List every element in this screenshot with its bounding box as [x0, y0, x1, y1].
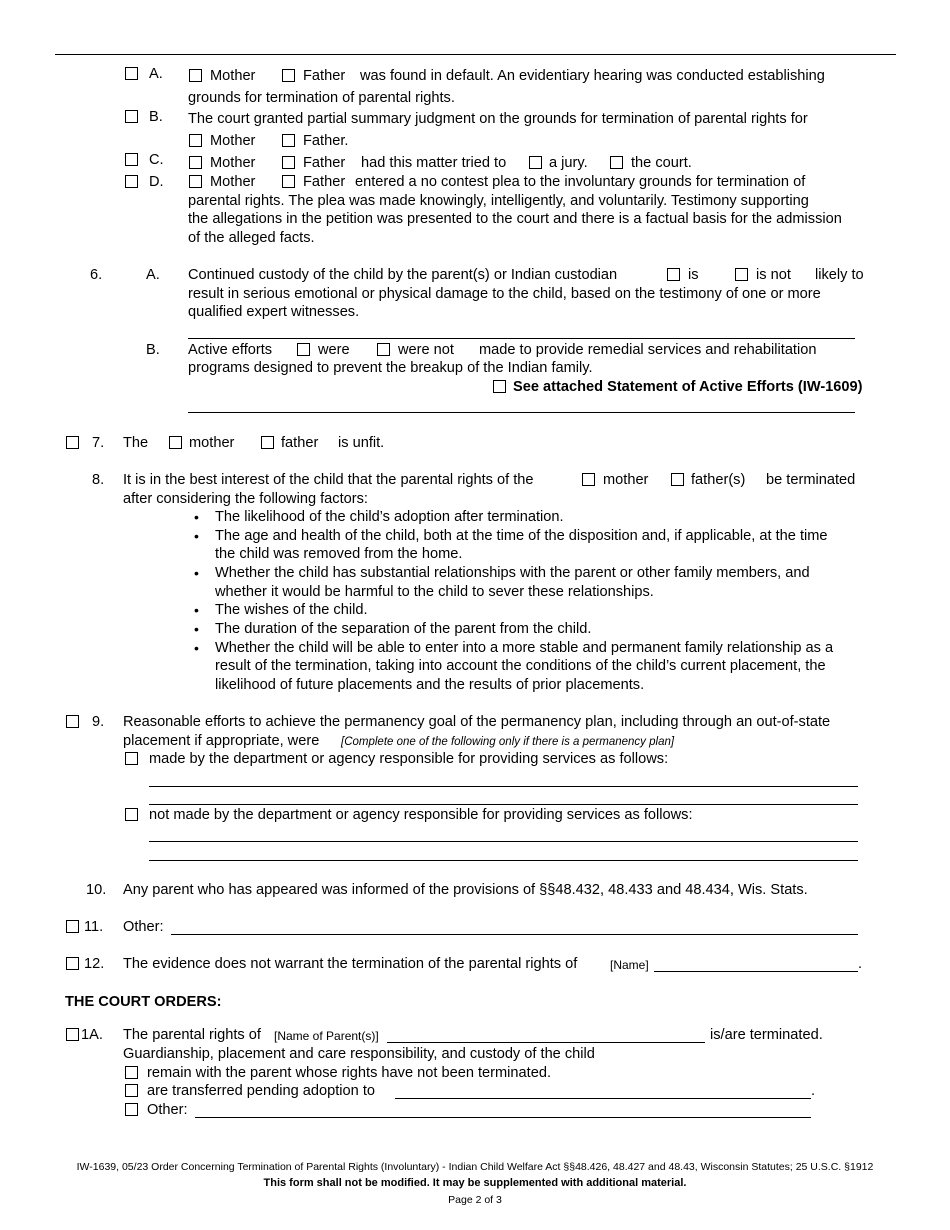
item-11-label: Other: [123, 919, 164, 935]
item-6a-letter: A. [146, 267, 160, 283]
item-8-line1: It is in the best interest of the child that the parental rights of the [123, 472, 534, 488]
checkbox-6b-attached[interactable] [493, 380, 506, 393]
item-9-instruction: [Complete one of the following only if there is a permanency plan] [341, 736, 675, 748]
bullet-3-line1: Whether the child has substantial relationships with the parent or other family members, and [215, 565, 810, 581]
checkbox-a-mother[interactable] [189, 69, 202, 82]
bullet-2-line2: the child was removed from the home. [215, 546, 463, 562]
checkbox-d-mother[interactable] [189, 175, 202, 188]
item-6a-line[interactable] [188, 338, 855, 339]
order-transferred-period: . [811, 1083, 816, 1099]
label-9-made: made by the department or agency responsible for providing services as follows: [149, 751, 669, 767]
checkbox-8-fathers[interactable] [671, 473, 684, 486]
checkbox-6a-is[interactable] [667, 268, 680, 281]
checkbox-order-transferred[interactable] [125, 1084, 138, 1097]
checkbox-c-mother[interactable] [189, 156, 202, 169]
label-c-jury: a jury. [549, 155, 588, 171]
checkbox-7-mother[interactable] [169, 436, 182, 449]
text-a-line2: grounds for termination of parental rights. [188, 90, 455, 106]
label-b-mother: Mother [210, 133, 256, 149]
text-d-line2: parental rights. The plea was made knowingly, intelligently, and voluntarily. Testimony supporting [188, 193, 809, 209]
order-1a-line2: Guardianship, placement and care responsibility, and custody of the child [123, 1046, 595, 1062]
order-other-line[interactable] [195, 1117, 811, 1118]
label-8-fathers: father(s) [691, 472, 746, 488]
letter-c: C. [149, 152, 164, 168]
item-9-line1: Reasonable efforts to achieve the permanency goal of the permanency plan, including through an out-of-state [123, 714, 831, 730]
order-1a-name-line[interactable] [387, 1042, 705, 1043]
item-7-unfit: is unfit. [338, 435, 385, 451]
text-d-line4: of the alleged facts. [188, 230, 315, 246]
checkbox-c-jury[interactable] [529, 156, 542, 169]
item-9-number: 9. [92, 714, 105, 730]
label-6a-is-not: is not [756, 267, 791, 283]
label-6b-were: were [318, 342, 350, 358]
checkbox-default-c[interactable] [125, 153, 138, 166]
bullet-6-line2: result of the termination, taking into account the conditions of the child’s current placement, the [215, 658, 826, 674]
item-11-line[interactable] [171, 934, 858, 935]
orders-heading: THE COURT ORDERS: [65, 994, 222, 1010]
label-order-transferred: are transferred pending adoption to [147, 1083, 375, 1099]
item-9-not-made-line-1[interactable] [149, 841, 858, 842]
label-6b-were-not: were not [398, 342, 454, 358]
label-d-father: Father [303, 174, 346, 190]
item-10-number: 10. [86, 882, 107, 898]
footer-form-info: IW-1639, 05/23 Order Concerning Termination of Parental Rights (Involuntary) - Indian Child Welfare Act §§48.426, 48.427 and 48.43, Wisconsin Statutes; 25 U.S.C. §1912 [76, 1161, 874, 1173]
item-9-not-made-line-2[interactable] [149, 860, 858, 861]
item-9-line2: placement if appropriate, were [123, 733, 320, 749]
order-transferred-line[interactable] [395, 1098, 811, 1099]
item-6a-line1: Continued custody of the child by the parent(s) or Indian custodian [188, 267, 618, 283]
label-b-father: Father. [303, 133, 349, 149]
item-6a-line3: qualified expert witnesses. [188, 304, 360, 320]
label-c-father: Father [303, 155, 346, 171]
checkbox-6a-is-not[interactable] [735, 268, 748, 281]
checkbox-9-not-made[interactable] [125, 808, 138, 821]
text-d-line3: the allegations in the petition was presented to the court and there is a factual basis for the admission [188, 211, 842, 227]
letter-a: A. [149, 66, 163, 82]
bullet-5-dot: • [194, 621, 199, 637]
checkbox-8-mother[interactable] [582, 473, 595, 486]
label-6a-likely: likely to [815, 267, 864, 283]
label-d-mother: Mother [210, 174, 256, 190]
letter-d: D. [149, 174, 164, 190]
label-a-mother: Mother [210, 68, 256, 84]
checkbox-b-mother[interactable] [189, 134, 202, 147]
checkbox-default-d[interactable] [125, 175, 138, 188]
label-8-be-terminated: be terminated [766, 472, 856, 488]
item-6-number: 6. [90, 267, 103, 283]
order-1a-terminated: is/are terminated. [710, 1027, 823, 1043]
bullet-2-dot: • [194, 528, 199, 544]
label-c-mother: Mother [210, 155, 256, 171]
bullet-6-line1: Whether the child will be able to enter into a more stable and permanent family relationship as a [215, 640, 834, 656]
footer-notice: This form shall not be modified. It may be supplemented with additional material. [263, 1177, 687, 1189]
item-6b-line2: programs designed to prevent the breakup of the Indian family. [188, 360, 593, 376]
item-10-text: Any parent who has appeared was informed of the provisions of §§48.432, 48.433 and 48.434, Wis. Stats. [123, 882, 808, 898]
label-order-other: Other: [147, 1102, 188, 1118]
checkbox-b-father[interactable] [282, 134, 295, 147]
checkbox-item-12[interactable] [66, 957, 79, 970]
checkbox-7-father[interactable] [261, 436, 274, 449]
checkbox-a-father[interactable] [282, 69, 295, 82]
text-b-line1: The court granted partial summary judgment on the grounds for termination of parental rights for [188, 111, 808, 127]
footer-page-number: Page 2 of 3 [448, 1194, 502, 1206]
checkbox-order-remain[interactable] [125, 1066, 138, 1079]
order-1a-name-hint: [Name of Parent(s)] [274, 1029, 379, 1043]
item-12-name-hint: [Name] [610, 958, 649, 972]
item-8-number: 8. [92, 472, 105, 488]
label-7-father: father [281, 435, 319, 451]
item-11-number: 11. [84, 919, 104, 935]
text-c: had this matter tried to [361, 155, 507, 171]
item-7-number: 7. [92, 435, 105, 451]
top-rule [55, 54, 896, 55]
checkbox-d-father[interactable] [282, 175, 295, 188]
label-6b-attached: See attached Statement of Active Efforts (IW-1609) [513, 379, 863, 395]
label-8-mother: mother [603, 472, 649, 488]
item-9-made-line-2[interactable] [149, 804, 858, 805]
item-6b-line1: Active efforts [188, 342, 273, 358]
item-6b-line1b: made to provide remedial services and rehabilitation [479, 342, 817, 358]
checkbox-item-11[interactable] [66, 920, 79, 933]
bullet-4-dot: • [194, 602, 199, 618]
checkbox-default-a[interactable] [125, 67, 138, 80]
label-6a-is: is [688, 267, 699, 283]
checkbox-default-b[interactable] [125, 110, 138, 123]
label-order-remain: remain with the parent whose rights have not been terminated. [147, 1065, 551, 1081]
checkbox-c-court[interactable] [610, 156, 623, 169]
checkbox-c-father[interactable] [282, 156, 295, 169]
checkbox-6b-were[interactable] [297, 343, 310, 356]
label-a-father: Father [303, 68, 346, 84]
item-6b-letter: B. [146, 342, 160, 358]
letter-b: B. [149, 109, 163, 125]
checkbox-9-made[interactable] [125, 752, 138, 765]
bullet-4-line1: The wishes of the child. [215, 602, 368, 618]
bullet-3-line2: whether it would be harmful to the child to sever these relationships. [215, 584, 654, 600]
item-7-the: The [123, 435, 149, 451]
order-1a-number: 1A. [81, 1027, 103, 1043]
item-12-number: 12. [84, 956, 105, 972]
text-a-line1: was found in default. An evidentiary hearing was conducted establishing [360, 68, 825, 84]
bullet-2-line1: The age and health of the child, both at the time of the disposition and, if applicable, at the time [215, 528, 828, 544]
bullet-3-dot: • [194, 565, 199, 581]
bullet-1-dot: • [194, 509, 199, 525]
checkbox-6b-were-not[interactable] [377, 343, 390, 356]
item-6a-line2: result in serious emotional or physical damage to the child, based on the testimony of one or more [188, 286, 821, 302]
checkbox-order-1a[interactable] [66, 1028, 79, 1041]
bullet-6-line3: likelihood of future placements and the results of prior placements. [215, 677, 645, 693]
item-12-text: The evidence does not warrant the termination of the parental rights of [123, 956, 578, 972]
item-12-name-line[interactable] [654, 971, 858, 972]
item-9-made-line-1[interactable] [149, 786, 858, 787]
checkbox-item-7[interactable] [66, 436, 79, 449]
item-6b-line[interactable] [188, 412, 855, 413]
bullet-1-line1: The likelihood of the child’s adoption after termination. [215, 509, 564, 525]
text-d-line1: entered a no contest plea to the involuntary grounds for termination of [355, 174, 806, 190]
item-8-line2: after considering the following factors: [123, 491, 368, 507]
item-12-period: . [858, 956, 863, 972]
bullet-5-line1: The duration of the separation of the parent from the child. [215, 621, 592, 637]
label-c-court: the court. [631, 155, 692, 171]
bullet-6-dot: • [194, 640, 199, 656]
label-7-mother: mother [189, 435, 235, 451]
checkbox-item-9[interactable] [66, 715, 79, 728]
label-9-not-made: not made by the department or agency responsible for providing services as follows: [149, 807, 693, 823]
order-1a-text: The parental rights of [123, 1027, 261, 1043]
checkbox-order-other[interactable] [125, 1103, 138, 1116]
